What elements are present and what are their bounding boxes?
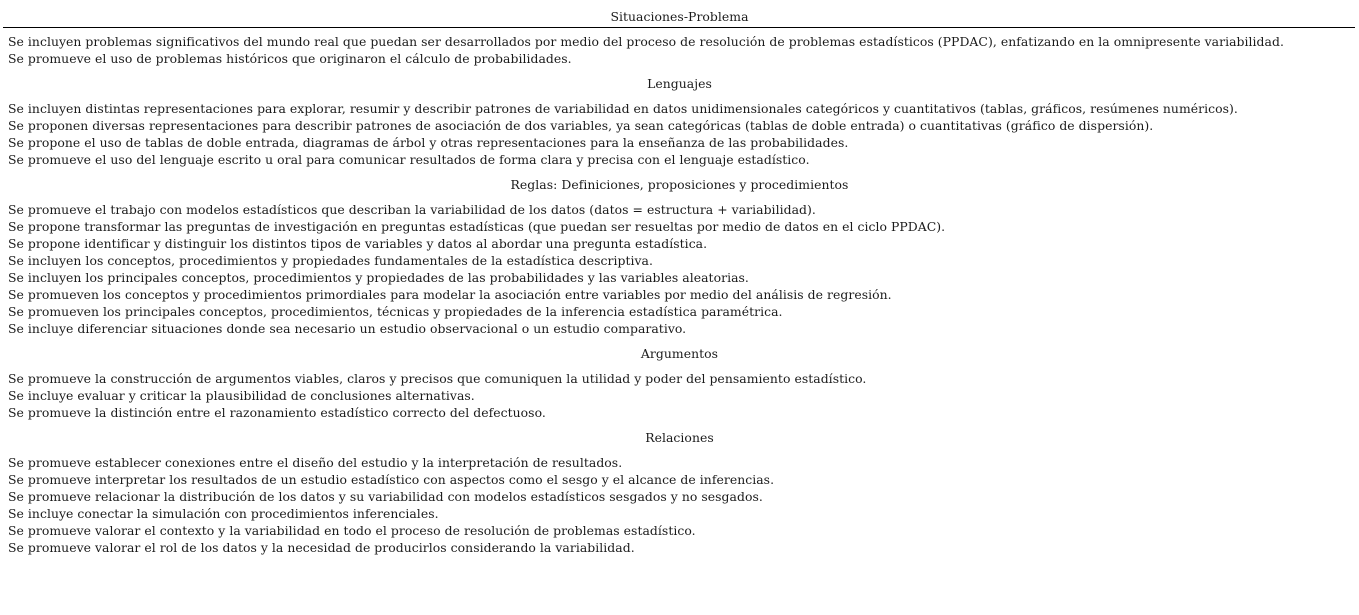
section-line: Se promueve el uso del lenguaje escrito u oral para comunicar resultados de forma clara y precisa con el lenguaje estadístico. [8, 152, 810, 167]
section-line: Se incluyen problemas significativos del mundo real que puedan ser desarrollados por medio del proceso de resolución de problemas estadísticos (PPDAC), enfatizando en la omnipresente variabilidad. [8, 34, 1284, 49]
section-line: Se promueve la construcción de argumentos viables, claros y precisos que comuniquen la utilidad y poder del pensamiento estadístico. [8, 371, 867, 386]
section-line: Se promueven los principales conceptos, procedimientos, técnicas y propiedades de la inferencia estadística paramétrica. [8, 304, 783, 319]
section-line: Se propone identificar y distinguir los distintos tipos de variables y datos al abordar una pregunta estadística. [8, 236, 708, 251]
section-line: Se incluye conectar la simulación con procedimientos inferenciales. [8, 506, 439, 521]
section-line: Se proponen diversas representaciones para describir patrones de asociación de dos variables, ya sean categóricas (tablas de doble entrada) o cuantitativas (gráfico de dispersión). [8, 118, 1154, 133]
section-line: Se promueve el trabajo con modelos estadísticos que describan la variabilidad de los datos (datos = estructura + variabilidad). [8, 202, 816, 217]
section-line: Se incluyen los principales conceptos, procedimientos y propiedades de las probabilidades y las variables aleatorias. [8, 270, 749, 285]
section-line: Se promueve la distinción entre el razonamiento estadístico correcto del defectuoso. [8, 405, 546, 420]
section-line: Se incluye diferenciar situaciones donde sea necesario un estudio observacional o un estudio comparativo. [8, 321, 687, 336]
section-line: Se incluyen los conceptos, procedimientos y propiedades fundamentales de la estadística descriptiva. [8, 253, 653, 268]
section-line: Se promueve el uso de problemas históricos que originaron el cálculo de probabilidades. [8, 51, 572, 66]
section-heading-relaciones: Relaciones [645, 430, 714, 445]
section-heading-situaciones-problema: Situaciones-Problema [610, 9, 749, 24]
section-line: Se promueve relacionar la distribución de los datos y su variabilidad con modelos estadísticos sesgados y no sesgados. [8, 489, 763, 504]
section-heading-argumentos: Argumentos [640, 346, 719, 361]
section-line: Se promueven los conceptos y procedimientos primordiales para modelar la asociación entre variables por medio del análisis de regresión. [8, 287, 892, 302]
section-line: Se incluyen distintas representaciones para explorar, resumir y describir patrones de variabilidad en datos unidimensionales categóricos y cuantitativos (tablas, gráficos, resúmenes numéricos). [8, 101, 1238, 116]
section-line: Se propone transformar las preguntas de investigación en preguntas estadísticas (que puedan ser resueltas por medio de datos en el ciclo PPDAC). [8, 219, 946, 234]
section-line: Se promueve valorar el contexto y la variabilidad en todo el proceso de resolución de problemas estadístico. [8, 523, 696, 538]
section-heading-lenguajes: Lenguajes [647, 76, 712, 91]
section-line: Se promueve valorar el rol de los datos y la necesidad de producirlos considerando la variabilidad. [8, 540, 635, 555]
section-line: Se propone el uso de tablas de doble entrada, diagramas de árbol y otras representaciones para la enseñanza de las probabilidades. [8, 135, 849, 150]
section-heading-reglas: Reglas: Definiciones, proposiciones y procedimientos [510, 177, 849, 192]
section-line: Se incluye evaluar y criticar la plausibilidad de conclusiones alternativas. [8, 388, 475, 403]
table-top-rule [3, 27, 1355, 28]
section-line: Se promueve interpretar los resultados de un estudio estadístico con aspectos como el sesgo y el alcance de inferencias. [8, 472, 775, 487]
section-line: Se promueve establecer conexiones entre el diseño del estudio y la interpretación de resultados. [8, 455, 623, 470]
